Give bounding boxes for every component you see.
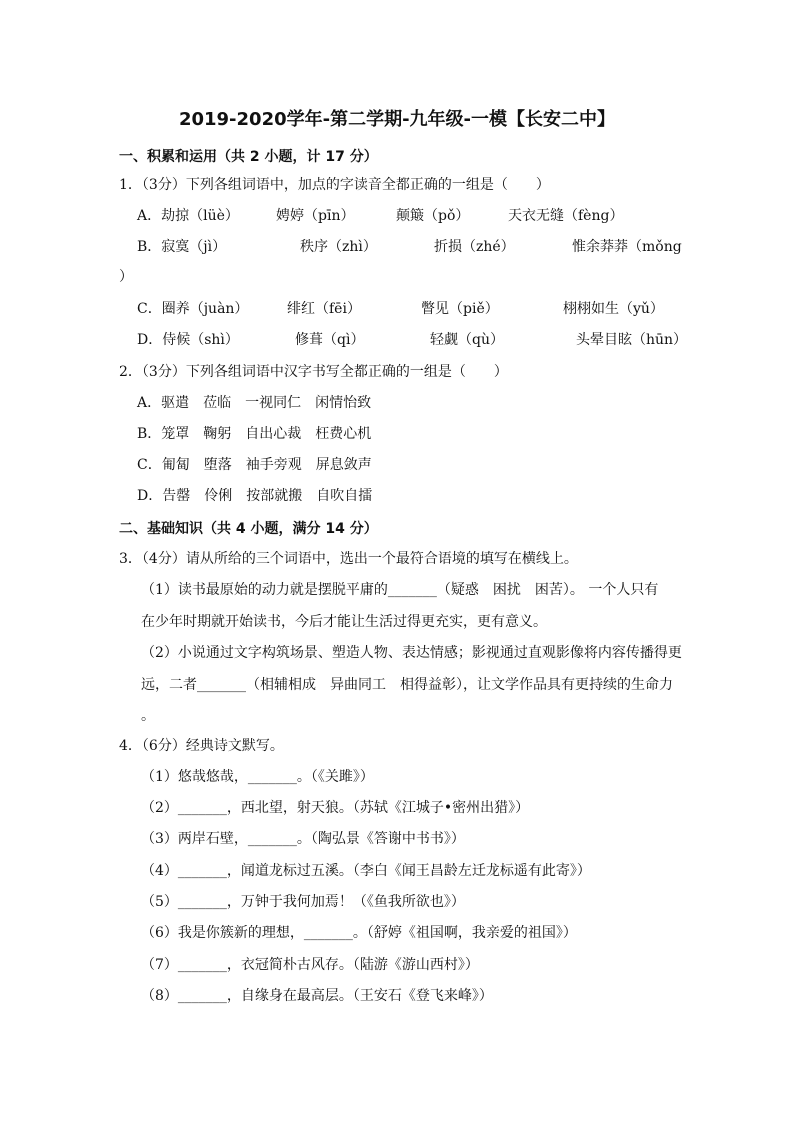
q3-part2-line1: （2）小说通过文字构筑场景、塑造人物、表达情感；影视通过直观影像将内容传播得更: [141, 645, 682, 661]
q4-item-4: （4）_______，闻道龙标过五溪。（李白《闻王昌龄左迁龙标遥有此寄》）: [141, 863, 591, 879]
question-1-stem: 1．（3分）下列各组词语中，加点的字读音全都正确的一组是（ ）: [119, 177, 550, 193]
q1-option-d-1: D．侍候（shì）: [137, 332, 239, 348]
q4-item-3: （3）两岸石壁，_______。（陶弘景《答谢中书书》）: [141, 831, 465, 847]
q1-option-b-continuation: ）: [119, 269, 133, 285]
q4-item-1: （1）悠哉悠哉，_______。（《关雎》）: [141, 769, 374, 785]
q1-option-c-1: C．圈养（juàn）: [137, 301, 249, 317]
q1-option-b-3: 折损（zhé）: [434, 239, 515, 255]
q1-option-c-2: 绯红（fēi）: [287, 301, 361, 317]
q4-item-6: （6）我是你簇新的理想，_______。（舒婷《祖国啊，我亲爱的祖国》）: [141, 925, 577, 941]
q1-option-a-3: 颠簸（pǒ）: [396, 208, 470, 224]
question-3-stem: 3．（4分）请从所给的三个词语中，选出一个最符合语境的填写在横线上。: [119, 551, 578, 567]
q2-option-c: C．匍匐 堕落 袖手旁观 屏息敛声: [137, 457, 372, 473]
q1-option-d-3: 轻觑（qù）: [430, 332, 504, 348]
section-heading-2: 二、基础知识（共 4 小题，满分 14 分）: [119, 521, 378, 537]
q1-option-d-2: 修葺（qì）: [295, 332, 365, 348]
q3-part2-line3: 。: [141, 708, 155, 724]
section-heading-1: 一、积累和运用（共 2 小题，计 17 分）: [119, 149, 378, 165]
q2-option-b: B．笼罩 鞠躬 自出心裁 枉费心机: [137, 426, 372, 442]
q1-option-d-4: 头晕目眩（hūn）: [576, 332, 688, 348]
q3-part1-line1: （1）读书最原始的动力就是摆脱平庸的_______（疑惑 困扰 困苦）。 一个人只有: [141, 582, 659, 598]
q1-option-c-3: 瞥见（piě）: [421, 301, 499, 317]
q3-part1-line2: 在少年时期就开始读书，今后才能让生活过得更充实，更有意义。: [141, 614, 547, 630]
q2-option-d: D．告罄 伶俐 按部就搬 自吹自擂: [137, 488, 373, 504]
q1-option-a-1: A．劫掠（lüè）: [137, 208, 239, 224]
q1-option-c-4: 栩栩如生（yǔ）: [563, 301, 664, 317]
q4-item-7: （7）_______，衣冠简朴古风存。（陆游《游山西村》）: [141, 957, 479, 973]
q4-item-8: （8）_______，自缘身在最高层。（王安石《登飞来峰》）: [141, 988, 493, 1004]
page-title: 2019-2020学年-第二学期-九年级-一模【长安二中】: [178, 109, 616, 130]
q1-option-b-1: B．寂寞（jì）: [137, 239, 227, 255]
q1-option-a-2: 娉婷（pīn）: [276, 208, 355, 224]
q1-option-b-2: 秩序（zhì）: [300, 239, 377, 255]
q1-option-a-4: 天衣无缝（fèng）: [508, 208, 624, 224]
q2-option-a: A．驱遣 莅临 一视同仁 闲情怡致: [137, 395, 372, 411]
q1-option-b-4: 惟余莽莽（mǒng: [572, 239, 682, 255]
q3-part2-line2: 远，二者_______（相辅相成 异曲同工 相得益彰），让文学作品具有更持续的生命力: [141, 677, 673, 693]
question-2-stem: 2．（3分）下列各组词语中汉字书写全都正确的一组是（ ）: [119, 364, 508, 380]
q4-item-2: （2）_______，西北望，射天狼。（苏轼《江城子•密州出猎》）: [141, 800, 530, 816]
question-4-stem: 4．（6分）经典诗文默写。: [119, 738, 284, 754]
q4-item-5: （5）_______，万钟于我何加焉！（《鱼我所欲也》）: [141, 894, 465, 910]
